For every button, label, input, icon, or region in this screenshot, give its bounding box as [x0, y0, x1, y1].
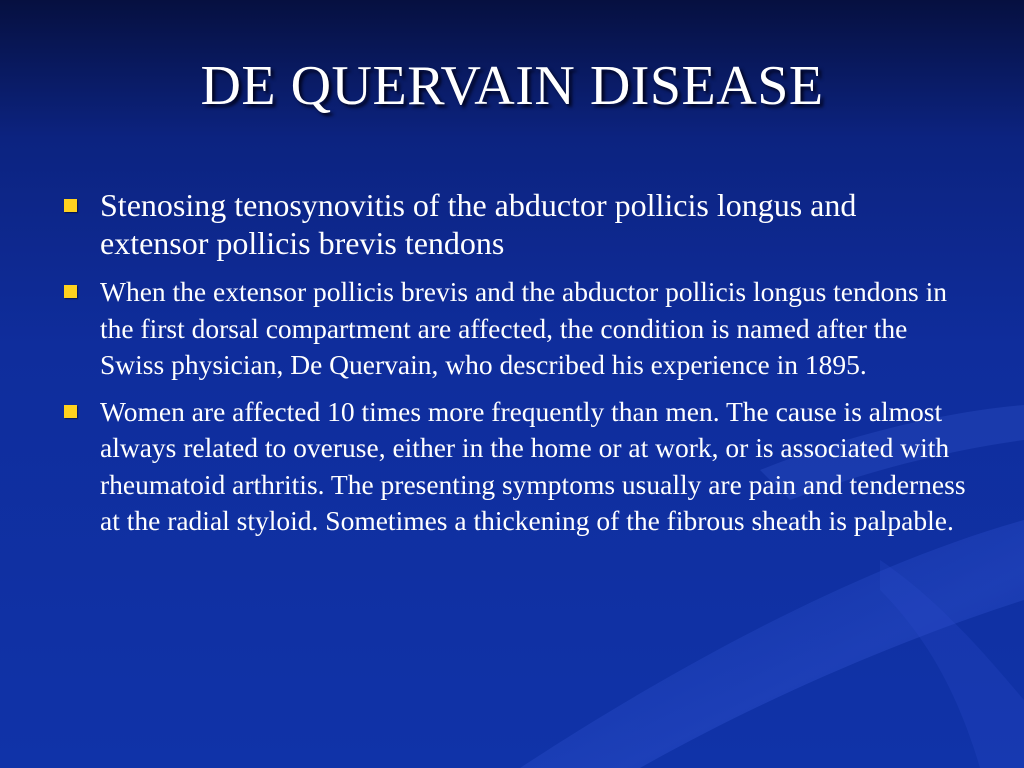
- bullet-text: Stenosing tenosynovitis of the abductor pollicis longus and extensor pollicis brevis tendons: [100, 187, 857, 261]
- bullet-list: [62, 186, 972, 550]
- square-bullet-icon: [64, 405, 77, 418]
- bullet-item: [62, 186, 972, 262]
- bullet-text: When the extensor pollicis brevis and the abductor pollicis longus tendons in the first dorsal compartment are affected, the condition is named after the Swiss physician, De Quervain, who described his experience in 1895.: [100, 276, 947, 380]
- bullet-item: [62, 274, 972, 384]
- bullet-item: [62, 394, 972, 540]
- bullet-text: Women are affected 10 times more frequently than men. The cause is almost always related to overuse, either in the home or at work, or is associated with rheumatoid arthritis. The presenting symptoms usually are pain and tenderness at the radial styloid. Sometimes a thickening of the fibrous sheath is palpable.: [100, 395, 966, 536]
- square-bullet-icon: [64, 285, 77, 298]
- square-bullet-icon: [64, 199, 77, 212]
- slide-title: DE QUERVAIN DISEASE: [200, 55, 824, 117]
